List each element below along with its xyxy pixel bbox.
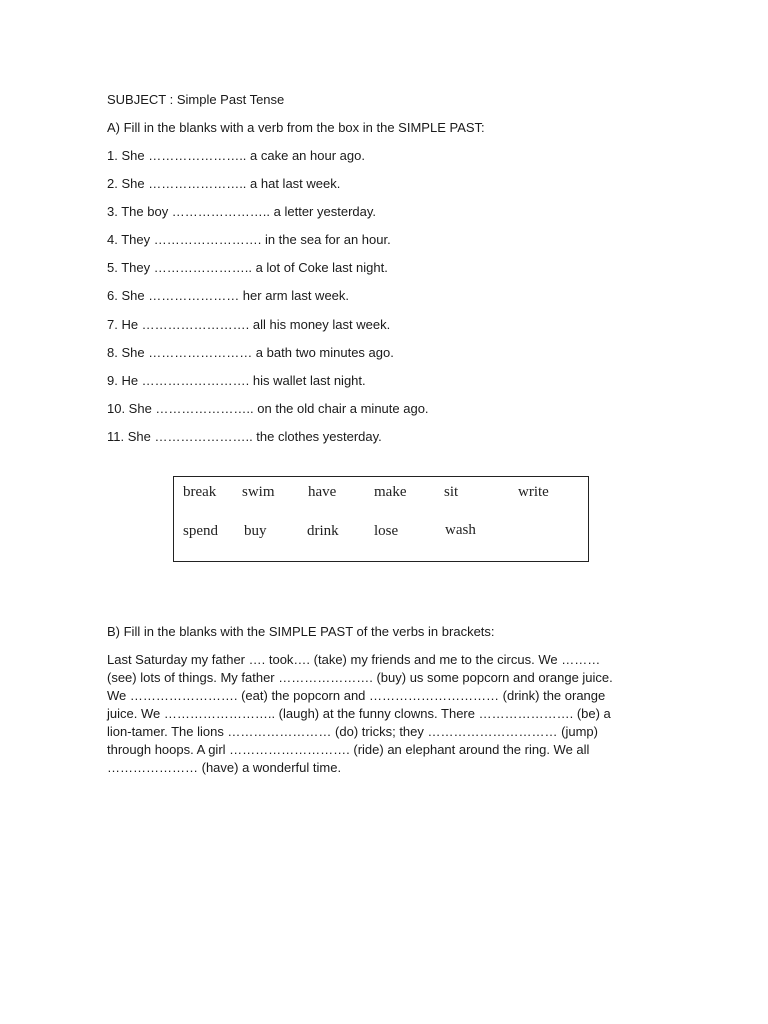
exercise-item-3: 3. The boy ………………….. a letter yesterday. xyxy=(107,204,377,219)
verb-word: make xyxy=(374,484,407,500)
part-b-instruction: B) Fill in the blanks with the SIMPLE PAST of the verbs in brackets: xyxy=(107,624,495,639)
paragraph-line: (see) lots of things. My father …………………. (buy) us some popcorn and orange juice. xyxy=(107,670,613,685)
exercise-item-7: 7. He ……………………. all his money last week. xyxy=(107,317,391,332)
verb-word: spend xyxy=(183,523,218,539)
verb-word: write xyxy=(518,484,549,500)
exercise-item-10: 10. She ………………….. on the old chair a minute ago. xyxy=(107,401,429,416)
verb-word: have xyxy=(308,484,337,500)
verb-word: wash xyxy=(445,522,476,538)
exercise-item-11: 11. She ………………….. the clothes yesterday. xyxy=(107,429,382,444)
paragraph-line: juice. We …………………….. (laugh) at the funny clowns. There …………………. (be) a xyxy=(107,706,611,721)
exercise-item-6: 6. She ………………… her arm last week. xyxy=(107,288,350,303)
verb-word: swim xyxy=(242,484,275,500)
paragraph-line: lion-tamer. The lions …………………… (do) tricks; they ………………………… (jump) xyxy=(107,724,598,739)
exercise-item-9: 9. He ……………………. his wallet last night. xyxy=(107,373,366,388)
exercise-item-5: 5. They ………………….. a lot of Coke last night. xyxy=(107,260,388,275)
verb-word: sit xyxy=(444,484,459,500)
paragraph-line: Last Saturday my father …. took…. (take) my friends and me to the circus. We ……… xyxy=(107,652,601,667)
page-title: SUBJECT : Simple Past Tense xyxy=(107,92,285,107)
paragraph-line: through hoops. A girl ………………………. (ride) an elephant around the ring. We all xyxy=(107,742,590,757)
verb-word: break xyxy=(183,484,217,500)
paragraph-line: ………………… (have) a wonderful time. xyxy=(107,760,342,775)
verb-word: buy xyxy=(244,523,267,539)
exercise-item-4: 4. They ……………………. in the sea for an hour. xyxy=(107,232,391,247)
exercise-item-2: 2. She ………………….. a hat last week. xyxy=(107,176,341,191)
paragraph-line: We ……………………. (eat) the popcorn and ………………………… (drink) the orange xyxy=(107,688,606,703)
verb-word: lose xyxy=(374,523,399,539)
part-b-paragraph xyxy=(107,651,647,777)
verb-word: drink xyxy=(307,523,339,539)
part-a-instruction: A) Fill in the blanks with a verb from the box in the SIMPLE PAST: xyxy=(107,120,485,135)
verb-word-box xyxy=(173,476,589,562)
exercise-item-8: 8. She …………………… a bath two minutes ago. xyxy=(107,345,394,360)
exercise-item-1: 1. She ………………….. a cake an hour ago. xyxy=(107,148,365,163)
